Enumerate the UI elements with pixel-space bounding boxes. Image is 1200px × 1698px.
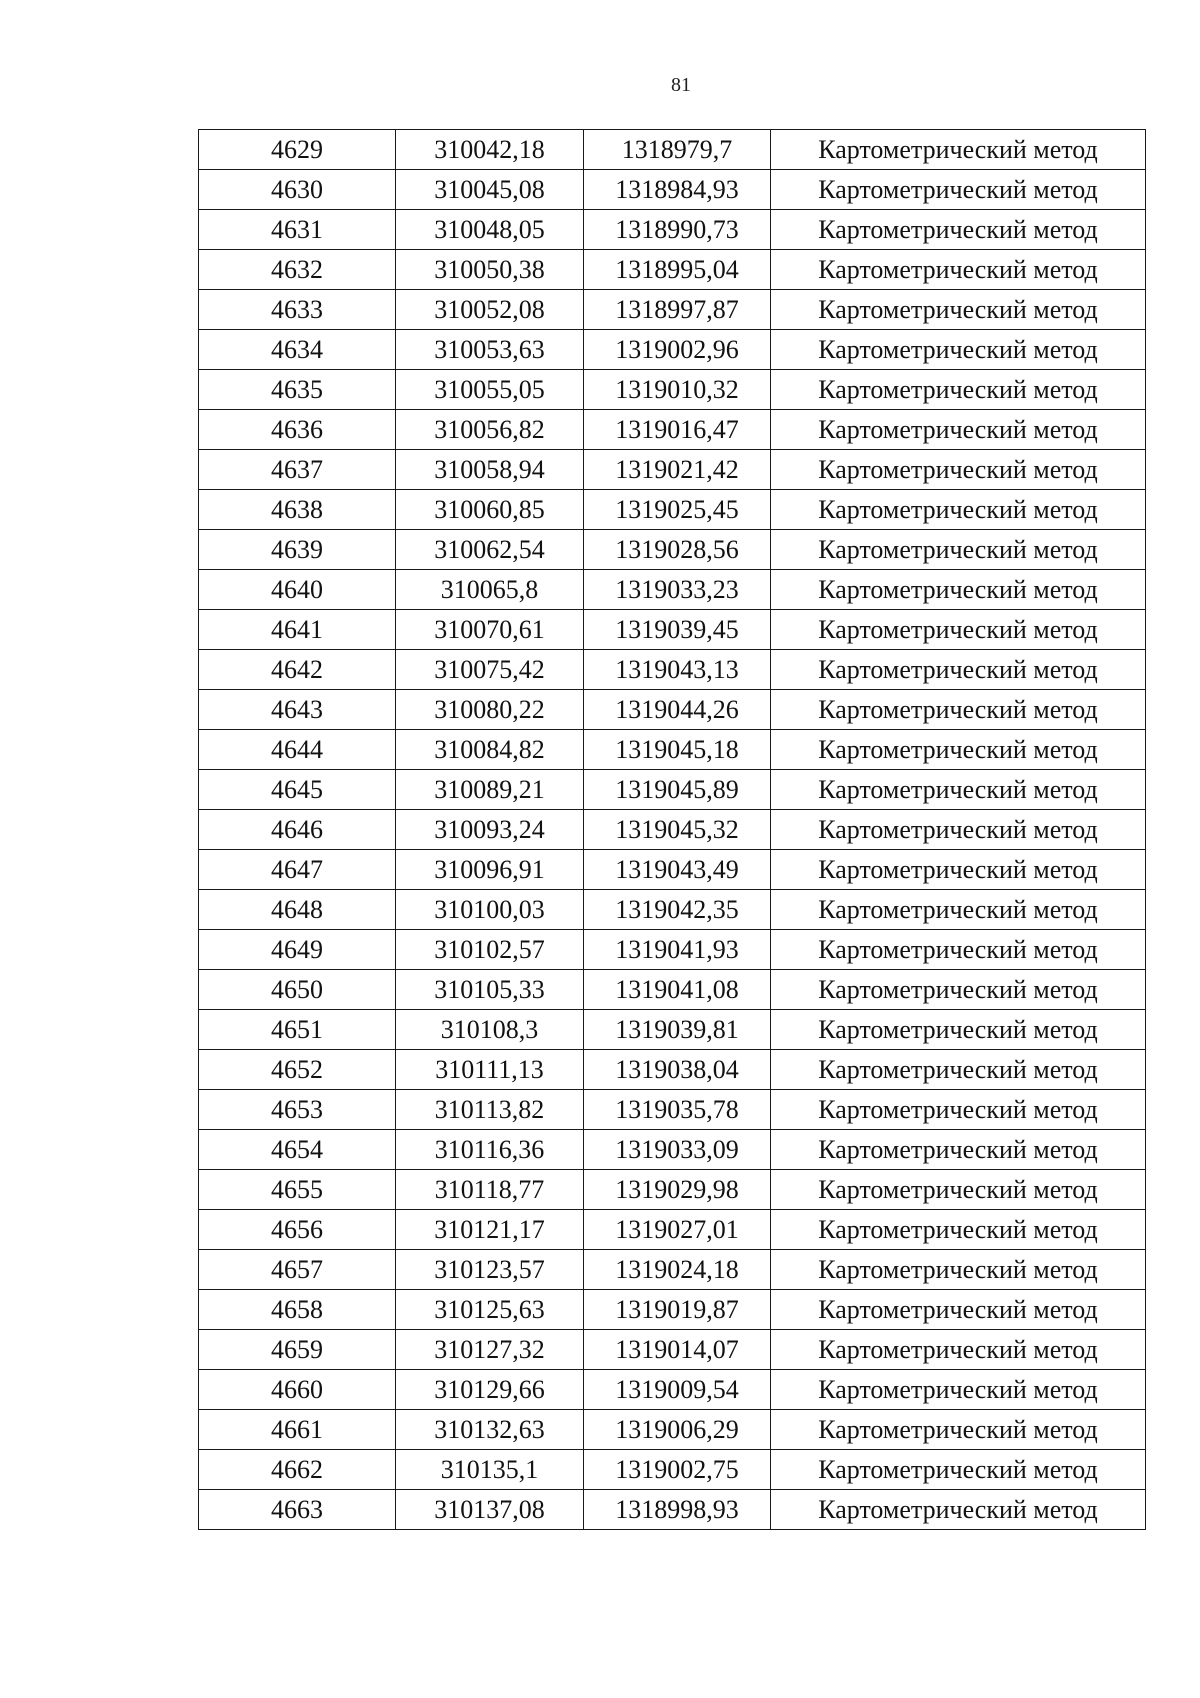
method-cell: Картометрический метод (771, 170, 1146, 210)
y-coordinate-cell: 1319045,89 (584, 770, 771, 810)
point-number-cell: 4642 (199, 650, 396, 690)
x-coordinate-cell: 310108,3 (396, 1010, 584, 1050)
table-row (199, 1090, 1146, 1130)
x-coordinate-cell: 310121,17 (396, 1210, 584, 1250)
table-row (199, 690, 1146, 730)
method-cell: Картометрический метод (771, 210, 1146, 250)
y-coordinate-cell: 1318995,04 (584, 250, 771, 290)
method-cell: Картометрический метод (771, 410, 1146, 450)
point-number-cell: 4661 (199, 1410, 396, 1450)
y-coordinate-cell: 1319045,32 (584, 810, 771, 850)
y-coordinate-cell: 1319039,81 (584, 1010, 771, 1050)
x-coordinate-cell: 310113,82 (396, 1090, 584, 1130)
method-cell: Картометрический метод (771, 130, 1146, 170)
method-cell: Картометрический метод (771, 530, 1146, 570)
point-number-cell: 4662 (199, 1450, 396, 1490)
x-coordinate-cell: 310053,63 (396, 330, 584, 370)
point-number-cell: 4629 (199, 130, 396, 170)
point-number-cell: 4645 (199, 770, 396, 810)
table-row (199, 1050, 1146, 1090)
point-number-cell: 4658 (199, 1290, 396, 1330)
y-coordinate-cell: 1318979,7 (584, 130, 771, 170)
table-row (199, 930, 1146, 970)
table-row (199, 890, 1146, 930)
x-coordinate-cell: 310055,05 (396, 370, 584, 410)
y-coordinate-cell: 1319045,18 (584, 730, 771, 770)
method-cell: Картометрический метод (771, 370, 1146, 410)
table-row (199, 610, 1146, 650)
y-coordinate-cell: 1319002,75 (584, 1450, 771, 1490)
point-number-cell: 4663 (199, 1490, 396, 1530)
x-coordinate-cell: 310045,08 (396, 170, 584, 210)
x-coordinate-cell: 310065,8 (396, 570, 584, 610)
method-cell: Картометрический метод (771, 1010, 1146, 1050)
coordinates-table-body (199, 130, 1146, 1530)
table-row (199, 1490, 1146, 1530)
table-row (199, 570, 1146, 610)
point-number-cell: 4639 (199, 530, 396, 570)
point-number-cell: 4644 (199, 730, 396, 770)
x-coordinate-cell: 310058,94 (396, 450, 584, 490)
y-coordinate-cell: 1318990,73 (584, 210, 771, 250)
method-cell: Картометрический метод (771, 1450, 1146, 1490)
x-coordinate-cell: 310060,85 (396, 490, 584, 530)
x-coordinate-cell: 310056,82 (396, 410, 584, 450)
point-number-cell: 4655 (199, 1170, 396, 1210)
point-number-cell: 4636 (199, 410, 396, 450)
y-coordinate-cell: 1319041,93 (584, 930, 771, 970)
x-coordinate-cell: 310135,1 (396, 1450, 584, 1490)
point-number-cell: 4657 (199, 1250, 396, 1290)
point-number-cell: 4650 (199, 970, 396, 1010)
y-coordinate-cell: 1319033,09 (584, 1130, 771, 1170)
method-cell: Картометрический метод (771, 490, 1146, 530)
method-cell: Картометрический метод (771, 1210, 1146, 1250)
point-number-cell: 4641 (199, 610, 396, 650)
point-number-cell: 4648 (199, 890, 396, 930)
x-coordinate-cell: 310070,61 (396, 610, 584, 650)
x-coordinate-cell: 310093,24 (396, 810, 584, 850)
method-cell: Картометрический метод (771, 1170, 1146, 1210)
table-row (199, 250, 1146, 290)
method-cell: Картометрический метод (771, 330, 1146, 370)
page-number: 81 (671, 74, 691, 96)
x-coordinate-cell: 310125,63 (396, 1290, 584, 1330)
table-row (199, 1370, 1146, 1410)
y-coordinate-cell: 1319033,23 (584, 570, 771, 610)
y-coordinate-cell: 1319025,45 (584, 490, 771, 530)
point-number-cell: 4660 (199, 1370, 396, 1410)
method-cell: Картометрический метод (771, 570, 1146, 610)
method-cell: Картометрический метод (771, 650, 1146, 690)
y-coordinate-cell: 1319028,56 (584, 530, 771, 570)
y-coordinate-cell: 1319016,47 (584, 410, 771, 450)
y-coordinate-cell: 1319010,32 (584, 370, 771, 410)
table-row (199, 810, 1146, 850)
table-row (199, 210, 1146, 250)
x-coordinate-cell: 310096,91 (396, 850, 584, 890)
y-coordinate-cell: 1319044,26 (584, 690, 771, 730)
table-row (199, 1170, 1146, 1210)
table-row (199, 410, 1146, 450)
point-number-cell: 4649 (199, 930, 396, 970)
y-coordinate-cell: 1319024,18 (584, 1250, 771, 1290)
y-coordinate-cell: 1319035,78 (584, 1090, 771, 1130)
y-coordinate-cell: 1319006,29 (584, 1410, 771, 1450)
method-cell: Картометрический метод (771, 1290, 1146, 1330)
table-row (199, 1010, 1146, 1050)
y-coordinate-cell: 1319043,13 (584, 650, 771, 690)
method-cell: Картометрический метод (771, 1410, 1146, 1450)
method-cell: Картометрический метод (771, 1370, 1146, 1410)
x-coordinate-cell: 310129,66 (396, 1370, 584, 1410)
point-number-cell: 4651 (199, 1010, 396, 1050)
x-coordinate-cell: 310118,77 (396, 1170, 584, 1210)
x-coordinate-cell: 310052,08 (396, 290, 584, 330)
point-number-cell: 4652 (199, 1050, 396, 1090)
method-cell: Картометрический метод (771, 290, 1146, 330)
x-coordinate-cell: 310100,03 (396, 890, 584, 930)
method-cell: Картометрический метод (771, 1090, 1146, 1130)
y-coordinate-cell: 1319009,54 (584, 1370, 771, 1410)
method-cell: Картометрический метод (771, 250, 1146, 290)
table-row (199, 1130, 1146, 1170)
coordinates-table (198, 129, 1146, 1530)
point-number-cell: 4630 (199, 170, 396, 210)
y-coordinate-cell: 1318984,93 (584, 170, 771, 210)
method-cell: Картометрический метод (771, 730, 1146, 770)
method-cell: Картометрический метод (771, 770, 1146, 810)
y-coordinate-cell: 1319002,96 (584, 330, 771, 370)
point-number-cell: 4653 (199, 1090, 396, 1130)
x-coordinate-cell: 310137,08 (396, 1490, 584, 1530)
table-row (199, 1290, 1146, 1330)
method-cell: Картометрический метод (771, 810, 1146, 850)
point-number-cell: 4637 (199, 450, 396, 490)
table-row (199, 730, 1146, 770)
table-row (199, 970, 1146, 1010)
point-number-cell: 4631 (199, 210, 396, 250)
x-coordinate-cell: 310127,32 (396, 1330, 584, 1370)
method-cell: Картометрический метод (771, 1490, 1146, 1530)
table-row (199, 1250, 1146, 1290)
x-coordinate-cell: 310132,63 (396, 1410, 584, 1450)
method-cell: Картометрический метод (771, 850, 1146, 890)
x-coordinate-cell: 310102,57 (396, 930, 584, 970)
x-coordinate-cell: 310050,38 (396, 250, 584, 290)
point-number-cell: 4656 (199, 1210, 396, 1250)
point-number-cell: 4654 (199, 1130, 396, 1170)
table-row (199, 130, 1146, 170)
table-row (199, 330, 1146, 370)
table-row (199, 450, 1146, 490)
table-row (199, 1410, 1146, 1450)
x-coordinate-cell: 310075,42 (396, 650, 584, 690)
table-row (199, 650, 1146, 690)
x-coordinate-cell: 310084,82 (396, 730, 584, 770)
table-row (199, 850, 1146, 890)
table-row (199, 290, 1146, 330)
table-row (199, 170, 1146, 210)
point-number-cell: 4640 (199, 570, 396, 610)
point-number-cell: 4634 (199, 330, 396, 370)
method-cell: Картометрический метод (771, 890, 1146, 930)
y-coordinate-cell: 1319038,04 (584, 1050, 771, 1090)
y-coordinate-cell: 1319042,35 (584, 890, 771, 930)
y-coordinate-cell: 1319039,45 (584, 610, 771, 650)
point-number-cell: 4632 (199, 250, 396, 290)
y-coordinate-cell: 1318998,93 (584, 1490, 771, 1530)
method-cell: Картометрический метод (771, 1050, 1146, 1090)
method-cell: Картометрический метод (771, 1250, 1146, 1290)
method-cell: Картометрический метод (771, 690, 1146, 730)
table-row (199, 530, 1146, 570)
x-coordinate-cell: 310089,21 (396, 770, 584, 810)
x-coordinate-cell: 310116,36 (396, 1130, 584, 1170)
point-number-cell: 4659 (199, 1330, 396, 1370)
table-row (199, 490, 1146, 530)
x-coordinate-cell: 310080,22 (396, 690, 584, 730)
point-number-cell: 4643 (199, 690, 396, 730)
table-row (199, 370, 1146, 410)
point-number-cell: 4633 (199, 290, 396, 330)
y-coordinate-cell: 1319021,42 (584, 450, 771, 490)
point-number-cell: 4635 (199, 370, 396, 410)
method-cell: Картометрический метод (771, 450, 1146, 490)
table-row (199, 1450, 1146, 1490)
point-number-cell: 4646 (199, 810, 396, 850)
y-coordinate-cell: 1319027,01 (584, 1210, 771, 1250)
x-coordinate-cell: 310111,13 (396, 1050, 584, 1090)
x-coordinate-cell: 310042,18 (396, 130, 584, 170)
y-coordinate-cell: 1319029,98 (584, 1170, 771, 1210)
table-row (199, 1330, 1146, 1370)
method-cell: Картометрический метод (771, 970, 1146, 1010)
x-coordinate-cell: 310123,57 (396, 1250, 584, 1290)
point-number-cell: 4647 (199, 850, 396, 890)
method-cell: Картометрический метод (771, 930, 1146, 970)
method-cell: Картометрический метод (771, 610, 1146, 650)
y-coordinate-cell: 1319043,49 (584, 850, 771, 890)
table-row (199, 1210, 1146, 1250)
y-coordinate-cell: 1319014,07 (584, 1330, 771, 1370)
y-coordinate-cell: 1319019,87 (584, 1290, 771, 1330)
method-cell: Картометрический метод (771, 1130, 1146, 1170)
x-coordinate-cell: 310105,33 (396, 970, 584, 1010)
y-coordinate-cell: 1319041,08 (584, 970, 771, 1010)
table-row (199, 770, 1146, 810)
y-coordinate-cell: 1318997,87 (584, 290, 771, 330)
point-number-cell: 4638 (199, 490, 396, 530)
method-cell: Картометрический метод (771, 1330, 1146, 1370)
x-coordinate-cell: 310048,05 (396, 210, 584, 250)
x-coordinate-cell: 310062,54 (396, 530, 584, 570)
